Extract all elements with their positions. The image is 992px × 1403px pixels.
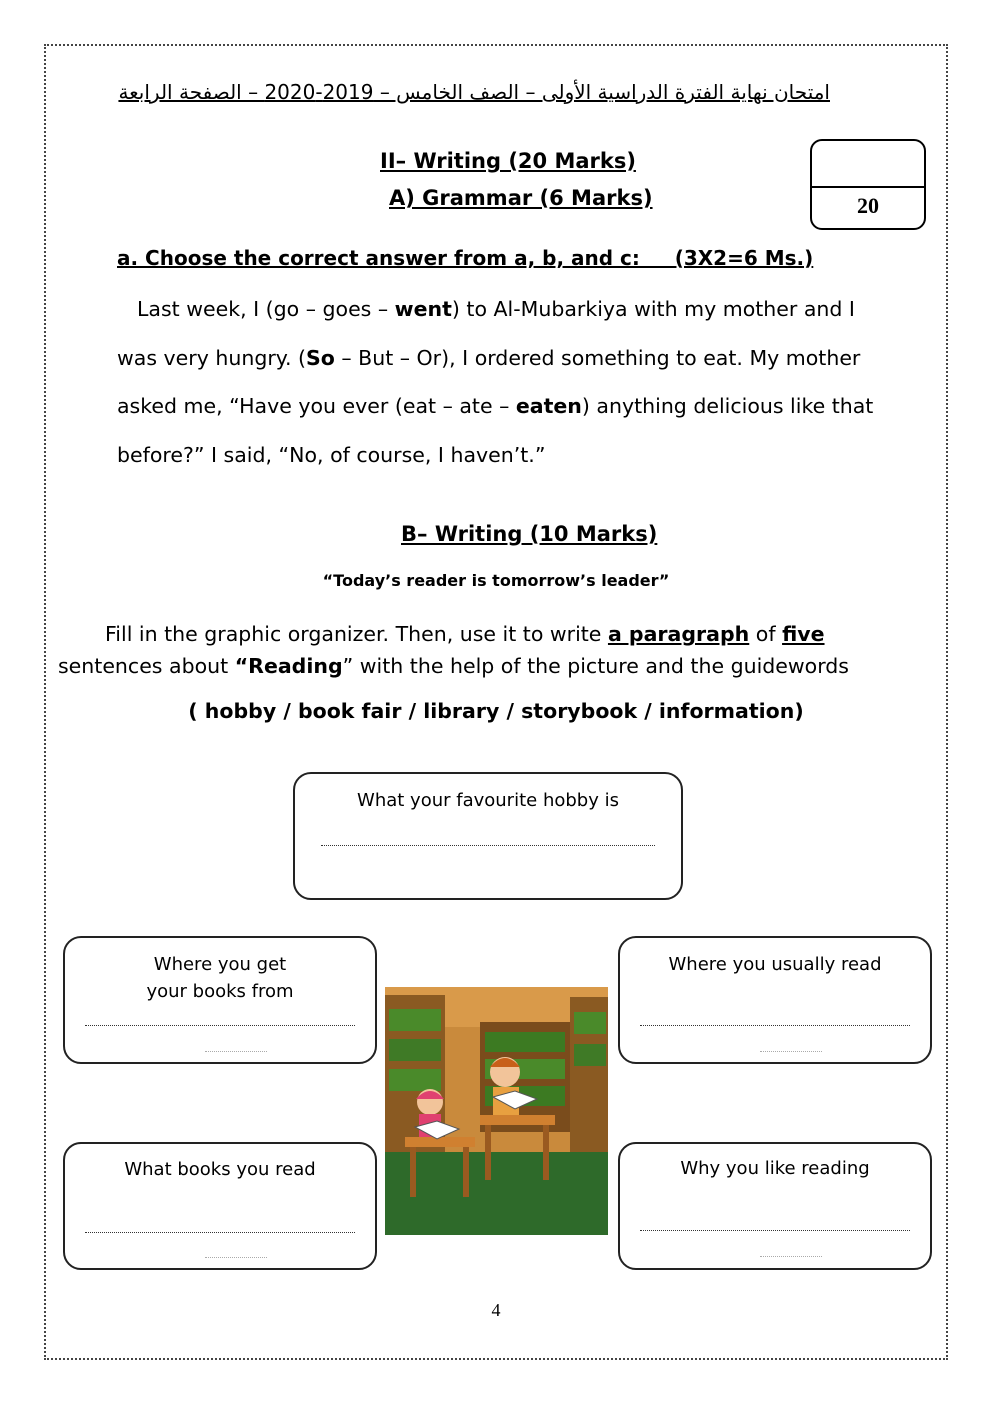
answer-so: So bbox=[306, 345, 335, 370]
section-title-writing: II– Writing (20 Marks) bbox=[380, 149, 636, 173]
question-a-title: a. Choose the correct answer from a, b, and c: (3X2=6 Ms.) bbox=[117, 246, 814, 270]
answer-line-short[interactable] bbox=[760, 1051, 822, 1052]
answer-line-short[interactable] bbox=[205, 1051, 267, 1052]
organizer-label-get-books-1: Where you get bbox=[153, 954, 287, 975]
instruction-line-2: sentences about “Reading” with the help of the picture and the guidewords bbox=[58, 654, 849, 678]
organizer-label-hobby: What your favourite hobby is bbox=[357, 790, 619, 811]
answer-line[interactable] bbox=[640, 1025, 910, 1026]
quote: “Today’s reader is tomorrow’s leader” bbox=[322, 571, 670, 590]
answer-eaten: eaten bbox=[515, 394, 582, 418]
answer-line[interactable] bbox=[640, 1230, 910, 1231]
page-number: 4 bbox=[491, 1300, 501, 1320]
organizer-box-what-books[interactable] bbox=[63, 1142, 377, 1270]
grammar-title: A) Grammar (6 Marks) bbox=[389, 186, 653, 210]
answer-went: went bbox=[394, 297, 452, 321]
score-box bbox=[810, 139, 926, 230]
writing-b-title: B– Writing (10 Marks) bbox=[401, 522, 658, 546]
organizer-label-get-books-2: your books from bbox=[146, 981, 294, 1002]
instruction-line-1: Fill in the graphic organizer. Then, use it to write a paragraph of five bbox=[105, 622, 825, 646]
organizer-box-why-reading[interactable] bbox=[618, 1142, 932, 1270]
score-total: 20 bbox=[857, 193, 879, 218]
answer-line[interactable] bbox=[85, 1025, 355, 1026]
organizer-label-what-books: What books you read bbox=[124, 1159, 316, 1180]
answer-line[interactable] bbox=[321, 845, 655, 846]
grammar-paragraph bbox=[117, 285, 917, 479]
exam-header: امتحان نهاية الفترة الدراسية الأولى – الصف الخامس – 2019-2020 – الصفحة الرابعة bbox=[118, 80, 830, 104]
answer-line[interactable] bbox=[85, 1232, 355, 1233]
paragraph-line-4: before?” I said, “No, of course, I haven’t.” bbox=[117, 442, 546, 467]
organizer-label-where-read: Where you usually read bbox=[668, 954, 882, 975]
organizer-box-where-read[interactable] bbox=[618, 936, 932, 1064]
answer-line-short[interactable] bbox=[205, 1257, 267, 1258]
paragraph-line-3: asked me, “Have you ever (eat – ate – eaten) anything delicious like that bbox=[117, 394, 874, 418]
score-divider bbox=[812, 186, 924, 188]
paragraph-line-1: Last week, I (go – goes – went) to Al-Mubarkiya with my mother and I bbox=[137, 297, 855, 321]
paragraph-line-2: was very hungry. (So – But – Or), I ordered something to eat. My mother bbox=[117, 345, 861, 370]
organizer-box-get-books[interactable] bbox=[63, 936, 377, 1064]
organizer-label-why-reading: Why you like reading bbox=[680, 1158, 870, 1179]
organizer-box-hobby[interactable] bbox=[293, 772, 683, 900]
library-reading-illustration bbox=[385, 987, 608, 1235]
answer-line-short[interactable] bbox=[760, 1256, 822, 1257]
guidewords: ( hobby / book fair / library / storybook / information) bbox=[188, 699, 804, 723]
